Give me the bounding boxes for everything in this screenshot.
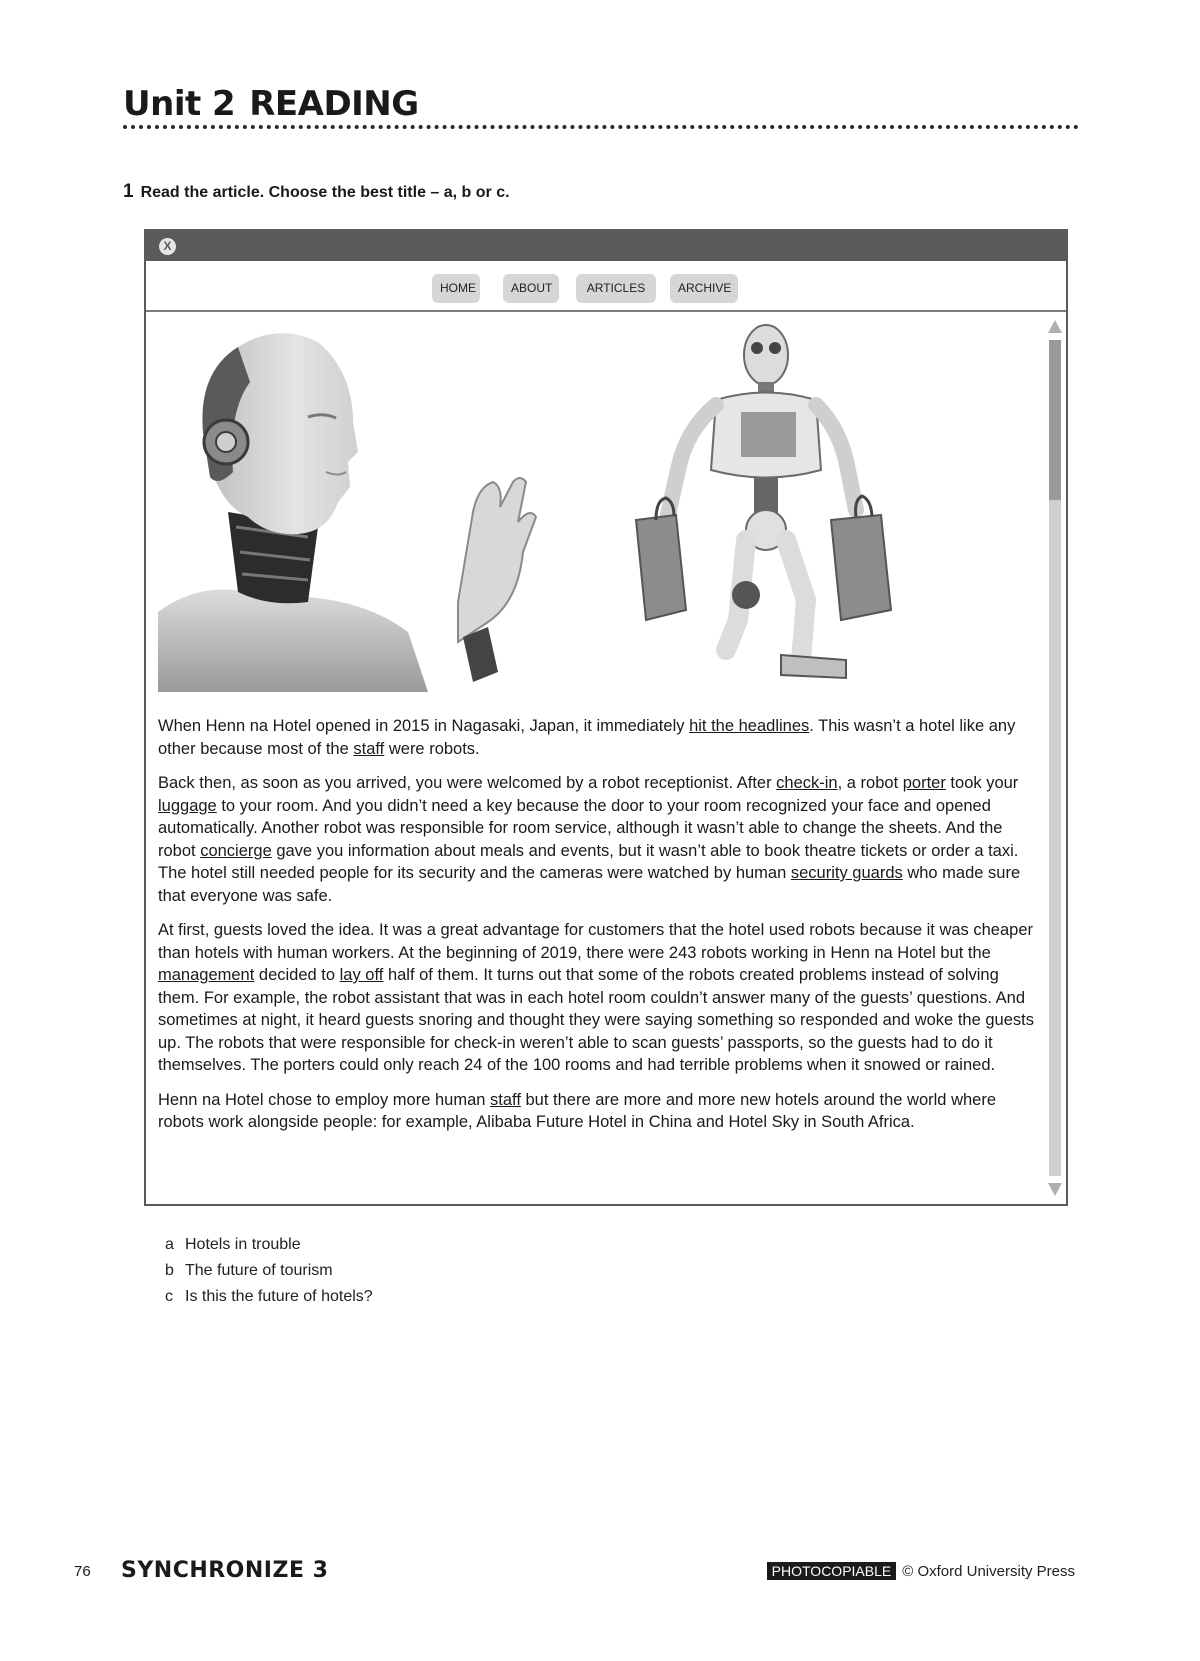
- section-label: READING: [249, 84, 419, 124]
- nav-archive[interactable]: ARCHIVE: [670, 274, 738, 303]
- title-rule: [123, 125, 1079, 129]
- footer-copyright: PHOTOCOPIABLE © Oxford University Press: [767, 1562, 1075, 1580]
- brand-logo: SYNCHRONIZE 3: [121, 1558, 329, 1583]
- unit-title: [123, 84, 419, 124]
- scrollbar[interactable]: [1044, 312, 1066, 1204]
- vocab-staff-2: staff: [490, 1090, 521, 1109]
- vocab-security-guards: security guards: [790, 864, 903, 882]
- option-c: c Is this the future of hotels?: [165, 1288, 373, 1305]
- vocab-hit-the-headlines: hit the headlines: [689, 717, 810, 735]
- close-button[interactable]: X: [159, 238, 176, 255]
- article-paragraph-4: Henn na Hotel chose to employ more human staff but there are more and more new hotels around the world where robots work alongside people: for example, Alibaba Future Hotel in China and Hotel Sky in South Africa.: [158, 1090, 997, 1131]
- article-content: [146, 312, 1044, 1204]
- scroll-up-arrow-icon[interactable]: [1048, 320, 1062, 333]
- scroll-thumb[interactable]: [1049, 340, 1061, 500]
- article-paragraph-3: At first, guests loved the idea. It was a great advantage for customers that the hotel used robots because it was cheaper than hotels with human workers. At the beginning of 2019, there were 243 robots working in Henn na Hotel but the management decided to lay off half of them. It turns out that some of the robots created problems instead of solving them. For example, the robot assistant that was in each hotel room couldn’t answer many of the guests’ questions. And sometimes at night, it heard guests snoring and thought they were saying something so responded and woke the guests up. The robots that were responsible for check-in weren’t able to scan guests’ passports, so the guests had to do it themselves. The porters could only reach 24 of the 100 rooms and had terrible problems when it snowed or rained.: [158, 921, 1034, 1074]
- android-head-image: [158, 312, 538, 692]
- article-paragraph-1: When Henn na Hotel opened in 2015 in Nagasaki, Japan, it immediately hit the headlines. This wasn’t a hotel like any other because most of the staff were robots.: [158, 717, 1016, 758]
- vocab-staff: staff: [353, 739, 385, 758]
- vocab-concierge: concierge: [200, 841, 272, 860]
- photocopiable-badge: PHOTOCOPIABLE: [767, 1562, 897, 1580]
- vocab-lay-off: lay off: [339, 966, 384, 984]
- unit-label: Unit 2: [123, 84, 236, 124]
- vocab-check-in: check-in: [776, 774, 838, 792]
- article-text: [158, 715, 1038, 1146]
- vocab-management: management: [158, 966, 255, 984]
- exercise-text: Read the article. Choose the best title – a, b or c.: [140, 184, 510, 201]
- vocab-luggage: luggage: [158, 796, 217, 815]
- article-paragraph-2: Back then, as soon as you arrived, you were welcomed by a robot receptionist. After check-in, a robot porter took your luggage to your room. And you didn’t need a key because the door to your room recognized your face and opened automatically. Another robot was responsible for room service, although it wasn’t able to change the sheets. And the robot concierge gave you information about meals and events, but it wasn’t able to book theatre tickets or order a taxi. The hotel still needed people for its security and the cameras were watched by human security guards who made sure that everyone was safe.: [158, 774, 1021, 905]
- vocab-porter: porter: [902, 774, 946, 792]
- nav-home[interactable]: HOME: [432, 274, 480, 303]
- option-b: b The future of tourism: [165, 1262, 333, 1279]
- walking-robot-image: [616, 320, 916, 700]
- nav-articles[interactable]: ARTICLES: [576, 274, 656, 303]
- exercise-instruction: [123, 181, 510, 203]
- scroll-down-arrow-icon[interactable]: [1048, 1183, 1062, 1196]
- site-nav: [146, 261, 1066, 312]
- nav-about[interactable]: ABOUT: [503, 274, 559, 303]
- browser-titlebar: [146, 231, 1066, 261]
- option-a: a Hotels in trouble: [165, 1236, 301, 1253]
- answer-options: [165, 1232, 373, 1310]
- page-number: 76: [74, 1563, 91, 1580]
- exercise-number: 1: [123, 181, 134, 202]
- browser-window: [144, 229, 1068, 1206]
